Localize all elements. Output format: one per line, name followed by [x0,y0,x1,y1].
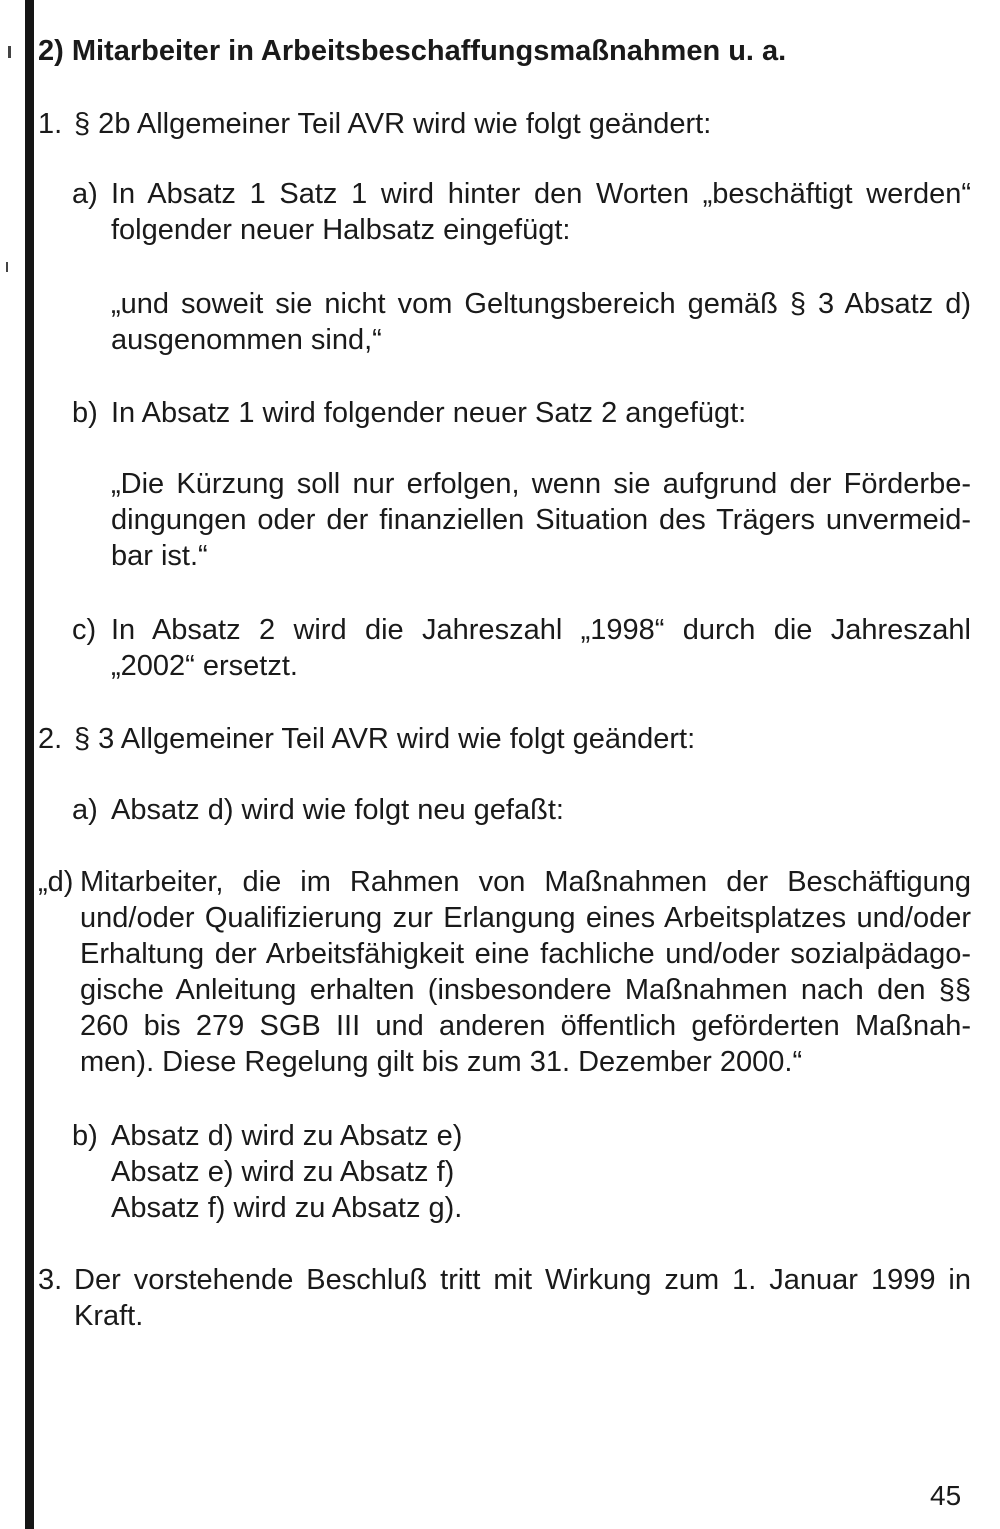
item-2-text: § 3 Allgemeiner Teil AVR wird wie folgt geändert: [74,723,696,755]
item-1a-label: a) [72,178,98,210]
item-1-text: § 2b Allgemeiner Teil AVR wird wie folgt geändert: [74,108,712,140]
text-line: Absatz f) wird zu Absatz g). [111,1192,463,1224]
item-2b-text [111,1118,811,1226]
section-heading: 2) Mitarbeiter in Arbeitsbeschaffungsmaßnahmen u. a. [38,35,787,67]
item-1b-label: b) [72,397,98,429]
item-1-number: 1. [38,108,63,140]
item-1c-text [111,612,971,684]
text-line: „2002“ ersetzt. [111,650,298,682]
item-1c-label: c) [72,614,97,646]
item-1a-quote [111,286,971,358]
page-number: 45 [930,1480,962,1511]
item-2a-label: a) [72,794,98,826]
text-line: Absatz d) wird zu Absatz e) [111,1120,463,1152]
text-line: men). Diese Regelung gilt bis zum 31. Dezember 2000.“ [80,1046,803,1078]
text-line: Absatz e) wird zu Absatz f) [111,1156,455,1188]
text-line: ausgenommen sind,“ [111,324,382,356]
text-line: „Die Kürzung soll nur erfolgen, wenn sie aufgrund der Förderbe- [111,468,971,500]
item-2b-label: b) [72,1120,98,1152]
item-1a-text [111,176,971,248]
text-line: dingungen oder der finanziellen Situation des Trägers unvermeid- [111,504,971,536]
text-line: und/oder Qualifizierung zur Erlangung eines Arbeitsplatzes und/oder [80,902,971,934]
item-3-text [74,1262,971,1334]
text-line: gische Anleitung erhalten (insbesondere Maßnahmen nach den §§ [80,974,971,1006]
text-line: folgender neuer Halbsatz eingefügt: [111,214,571,246]
item-2-number: 2. [38,723,63,755]
text-line: „und soweit sie nicht vom Geltungsbereich gemäß § 3 Absatz d) [111,288,971,320]
text-line: Erhaltung der Arbeitsfähigkeit eine fachliche und/oder sozialpädago- [80,938,971,970]
text-line: In Absatz 2 wird die Jahreszahl „1998“ durch die Jahreszahl [111,614,971,646]
text-line: Kraft. [74,1300,144,1332]
text-line: 260 bis 279 SGB III und anderen öffentlich geförderten Maßnah- [80,1010,971,1042]
item-1b-quote [111,466,971,574]
quoted-paragraph-label: „d) [38,866,74,898]
text-line: Mitarbeiter, die im Rahmen von Maßnahmen der Beschäftigung [80,866,971,898]
item-2a-text: Absatz d) wird wie folgt neu gefaßt: [111,794,564,826]
item-3-number: 3. [38,1264,63,1296]
quoted-paragraph-d [80,864,971,1080]
text-line: In Absatz 1 Satz 1 wird hinter den Worten „beschäftigt werden“ [111,178,971,210]
text-line: bar ist.“ [111,540,208,572]
item-1b-text: In Absatz 1 wird folgender neuer Satz 2 angefügt: [111,397,747,429]
text-line: Der vorstehende Beschluß tritt mit Wirkung zum 1. Januar 1999 in [74,1264,971,1296]
